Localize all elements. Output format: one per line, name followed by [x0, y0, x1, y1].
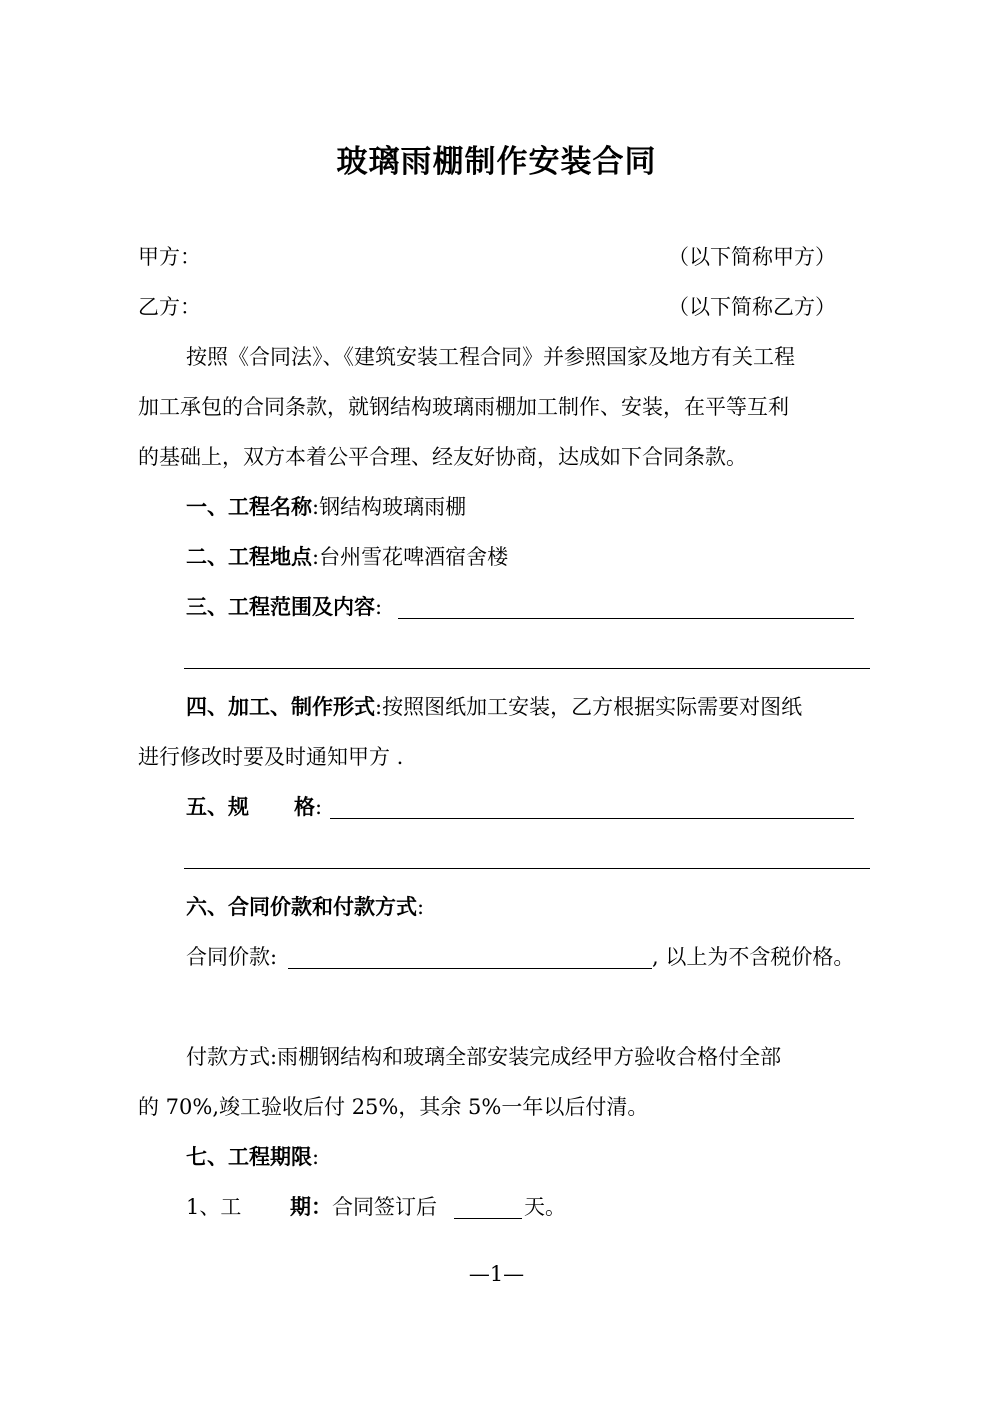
- item-1-text-before: 合同签订后: [332, 1195, 437, 1219]
- section-2: [186, 542, 508, 572]
- party-b-label: 乙方：: [138, 295, 201, 319]
- party-a-label: 甲方：: [138, 245, 201, 269]
- section-1-text: 钢结构玻璃雨棚: [319, 495, 467, 519]
- price-blank-line: [288, 968, 652, 969]
- section-1: [186, 492, 466, 522]
- section-7-heading: 七、工程期限: [186, 1145, 312, 1169]
- item-1-prefix-a: 1、工: [186, 1195, 242, 1219]
- section-4-text-cont: 进行修改时要及时通知甲方 .: [138, 745, 404, 769]
- section-5-blank-line-1: [330, 818, 854, 819]
- section-2-heading: 二、工程地点: [186, 545, 312, 569]
- intro-line-2: 加工承包的合同条款，就钢结构玻璃雨棚加工制作、安装，在平等互利: [138, 395, 789, 419]
- payment-line-2: 的 70%,竣工验收后付 25%，其余 5%一年以后付清。: [138, 1095, 649, 1119]
- section-4: [186, 692, 802, 722]
- price-label: 合同价款:: [186, 945, 278, 969]
- item-1-text-after: 天。: [524, 1195, 566, 1219]
- section-3-colon: :: [375, 595, 383, 619]
- item-1-days-blank: [454, 1218, 522, 1219]
- section-7-colon: :: [312, 1145, 320, 1169]
- section-2-colon: :: [312, 545, 320, 569]
- section-7: [186, 1142, 319, 1172]
- price-suffix: , 以上为不含税价格。: [652, 945, 855, 969]
- intro-line-1: 按照《合同法》、《建筑安装工程合同》并参照国家及地方有关工程: [186, 345, 795, 369]
- payment-line-1: 付款方式:雨棚钢结构和玻璃全部安装完成经甲方验收合格付全部: [186, 1045, 782, 1069]
- party-a-note: （以下简称甲方）: [668, 245, 836, 269]
- section-6-colon: :: [417, 895, 425, 919]
- section-6-heading: 六、合同价款和付款方式: [186, 895, 417, 919]
- section-3-heading: 三、工程范围及内容: [186, 595, 375, 619]
- section-2-text: 台州雪花啤酒宿舍楼: [319, 545, 509, 569]
- section-4-heading: 四、加工、制作形式: [186, 695, 375, 719]
- section-1-colon: :: [312, 495, 320, 519]
- section-3: [186, 592, 382, 622]
- item-1-row: [290, 1192, 437, 1222]
- section-3-blank-line-1: [398, 618, 854, 619]
- section-5-heading-b: 格:: [294, 795, 323, 819]
- party-b-note: （以下简称乙方）: [668, 295, 836, 319]
- section-4-colon: :: [375, 695, 383, 719]
- page-title: 玻璃雨棚制作安装合同: [336, 144, 657, 180]
- section-4-text: 按照图纸加工安装，乙方根据实际需要对图纸: [382, 695, 803, 719]
- section-5-heading-a: 五、规: [186, 795, 249, 819]
- section-3-blank-line-2: [184, 668, 870, 669]
- page-number: —1—: [468, 1262, 525, 1286]
- section-5-colon: :: [315, 795, 323, 819]
- item-1-prefix-b: 期：: [290, 1195, 332, 1219]
- section-6: [186, 892, 424, 922]
- section-1-heading: 一、工程名称: [186, 495, 312, 519]
- intro-line-3: 的基础上，双方本着公平合理、经友好协商，达成如下合同条款。: [138, 445, 747, 469]
- section-5-blank-line-2: [184, 868, 870, 869]
